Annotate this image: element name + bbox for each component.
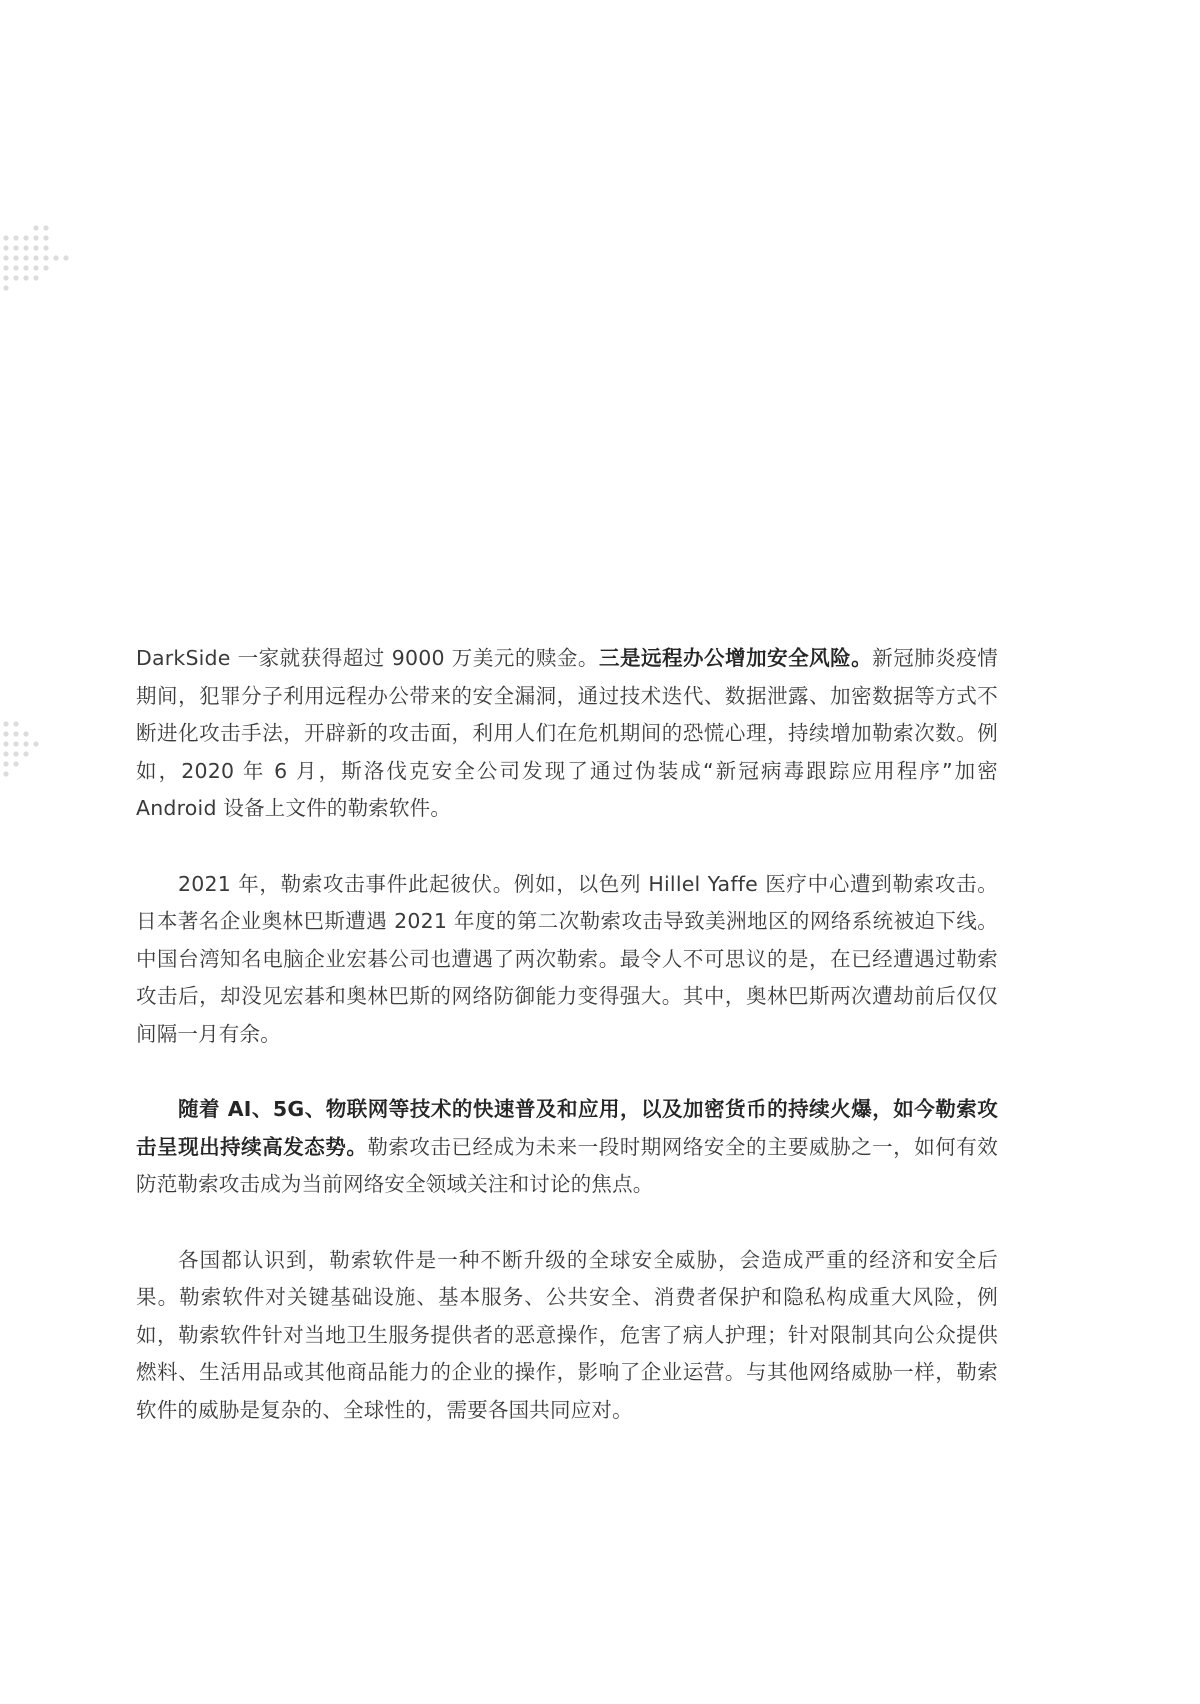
paragraph-3 — [136, 1091, 998, 1204]
article-body — [136, 640, 998, 1467]
paragraph-3-segment-1: 随着 AI、5G、物联网等技术的快速普及和应用，以及加密货币的持续火爆，如今勒索攻击呈现出持续高发态势。 — [136, 1097, 998, 1159]
paragraph-3-segment-2: 勒索攻击已经成为未来一段时期网络安全的主要威胁之一，如何有效防范勒索攻击成为当前网络安全领域关注和讨论的焦点。 — [136, 1134, 998, 1196]
decorative-dot-pattern — [0, 718, 44, 788]
paragraph-1-segment-3: 新冠肺炎疫情期间，犯罪分子利用远程办公带来的安全漏洞，通过技术迭代、数据泄露、加密数据等方式不断进化攻击手法，开辟新的攻击面，利用人们在危机期间的恐慌心理，持续增加勒索次数。例如，2020 年 6 月，斯洛伐克安全公司发现了通过伪装成“新冠病毒跟踪应用程序”加密 Android 设备上文件的勒索软件。 — [136, 646, 999, 820]
paragraph-4 — [136, 1242, 998, 1430]
paragraph-1 — [136, 640, 998, 828]
paragraph-1-segment-2: 三是远程办公增加安全风险。 — [598, 646, 873, 670]
paragraph-2-segment-1: 2021 年，勒索攻击事件此起彼伏。例如，以色列 Hillel Yaffe 医疗中心遭到勒索攻击。日本著名企业奥林巴斯遭遇 2021 年度的第二次勒索攻击导致美洲地区的网络系统被迫下线。中国台湾知名电脑企业宏碁公司也遭遇了两次勒索。最令人不可思议的是，在已经遭遇过勒索攻击后，却没见宏碁和奥林巴斯的网络防御能力变得强大。其中，奥林巴斯两次遭劫前后仅仅间隔一月有余。 — [136, 871, 998, 1046]
paragraph-4-segment-1: 各国都认识到，勒索软件是一种不断升级的全球安全威胁，会造成严重的经济和安全后果。勒索软件对关键基础设施、基本服务、公共安全、消费者保护和隐私构成重大风险，例如，勒索软件针对当地卫生服务提供者的恶意操作，危害了病人护理；针对限制其向公众提供燃料、生活用品或其他商品能力的企业的操作，影响了企业运营。与其他网络威胁一样，勒索软件的威胁是复杂的、全球性的，需要各国共同应对。 — [136, 1247, 998, 1422]
paragraph-2 — [136, 866, 998, 1054]
paragraph-1-segment-1: DarkSide 一家就获得超过 9000 万美元的赎金。 — [136, 646, 599, 670]
decorative-dot-pattern — [0, 222, 80, 298]
